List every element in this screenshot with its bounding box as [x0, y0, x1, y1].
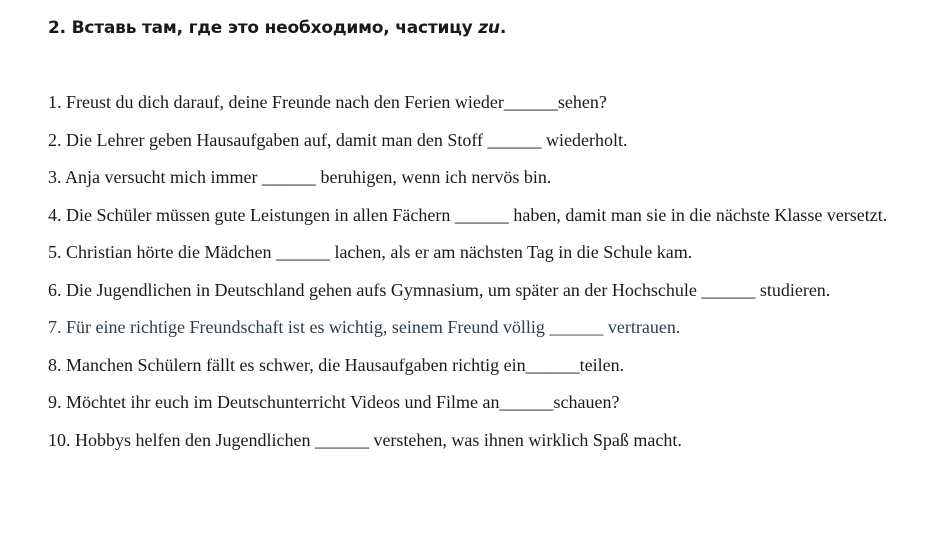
sentence-8: 8. Manchen Schülern fällt es schwer, die Hausaufgaben richtig ein______teilen.: [48, 354, 625, 375]
heading-text: 2. Вставь там, где это необходимо, частицу: [48, 18, 479, 38]
heading-particle: zu: [478, 18, 500, 38]
sentence-1: 1. Freust du dich darauf, deine Freunde nach den Ferien wieder______sehen?: [48, 92, 607, 112]
sentence-3: 3. Anja versucht mich immer ______ beruhigen, wenn ich nervös bin.: [48, 167, 552, 187]
sentence-10: 10. Hobbys helfen den Jugendlichen ______ verstehen, was ihnen wirklich Spaß macht.: [48, 429, 682, 450]
sentence-9: 9. Möchtet ihr euch im Deutschunterricht Videos und Filme an______schauen?: [48, 392, 620, 412]
sentence-list: [48, 84, 896, 459]
exercise-heading: [48, 18, 506, 38]
heading-suffix: .: [499, 18, 507, 38]
sentence-6: 6. Die Jugendlichen in Deutschland gehen aufs Gymnasium, um später an der Hochschule ______ studieren.: [48, 279, 831, 300]
sentence-7: 7. Für eine richtige Freundschaft ist es wichtig, seinem Freund völlig ______ vertrauen.: [48, 317, 681, 337]
sentence-4: 4. Die Schüler müssen gute Leistungen in allen Fächern ______ haben, damit man sie in die nächste Klasse versetzt.: [48, 204, 888, 225]
sentence-2: 2. Die Lehrer geben Hausaufgaben auf, damit man den Stoff ______ wiederholt.: [48, 129, 628, 150]
sentence-5: 5. Christian hörte die Mädchen ______ lachen, als er am nächsten Tag in die Schule kam.: [48, 242, 693, 262]
